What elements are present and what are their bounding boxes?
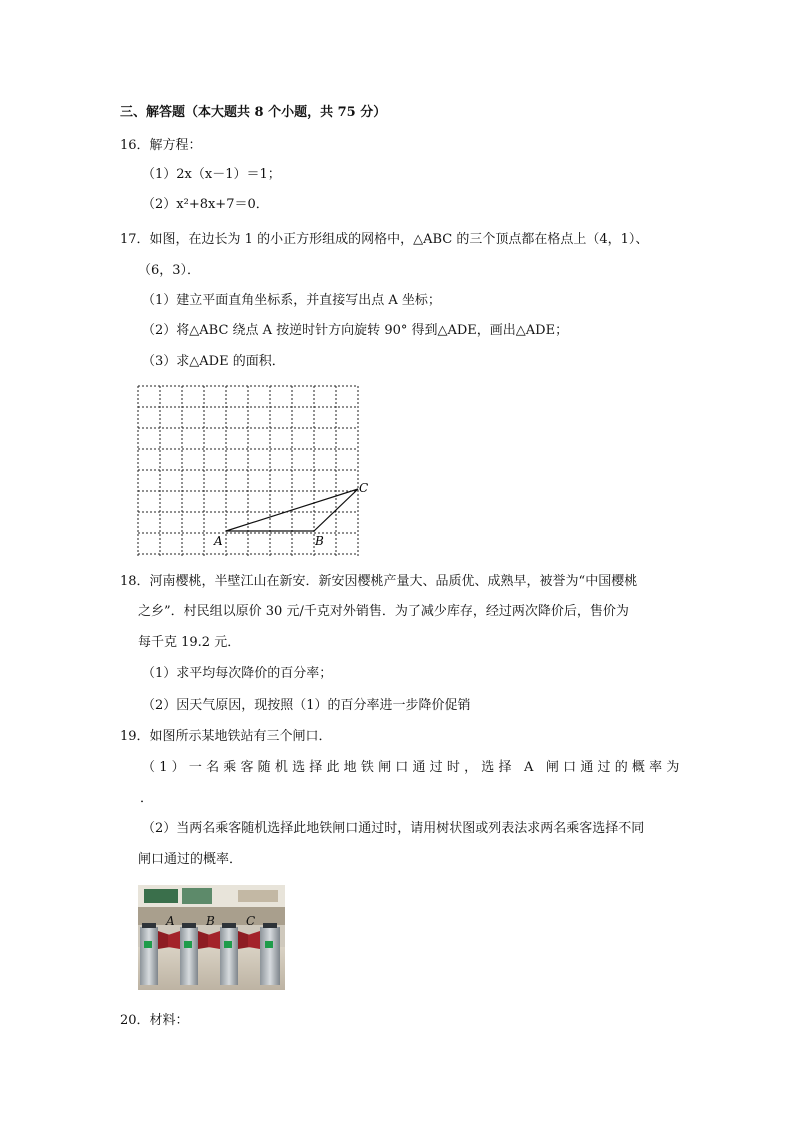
question-17 [120,231,648,249]
q17-grid-figure [135,384,369,556]
q18-part-2: （2）因天气原因，现按照（1）的百分率进一步降价促销 [142,698,471,713]
q16-part-2: （2）x²+8x+7＝0． [142,197,269,212]
question-stem: 材料： [149,1013,189,1028]
question-stem: 如图，在边长为 1 的小正方形组成的网格中，△ABC 的三个顶点都在格点上（4，1）、 [149,232,649,247]
gate-b-label: B [206,914,215,928]
q18-stem-line-2: 之乡”．村民组以原价 30 元/千克对外销售．为了减少库存，经过两次降价后，售价为 [138,604,629,619]
question-number: 20． [120,1013,150,1028]
question-number: 17． [120,232,150,247]
q16-part-1: （1）2x（x－1）＝1； [142,167,281,182]
subway-gate-photo [138,885,285,990]
question-stem: 如图所示某地铁站有三个闸口． [149,729,332,744]
question-number: 16． [120,138,150,153]
section-heading: 三、解答题（本大题共 8 个小题，共 75 分） [120,105,387,120]
question-number: 19． [120,729,150,744]
q19-part-1-blank: ． [140,791,154,806]
vertex-a-label: A [214,534,223,548]
q17-stem-line-2: （6，3）． [138,263,201,278]
q19-part-2-line-2: 闸口通过的概率． [138,852,243,867]
grid-lines [138,386,358,558]
q17-part-2: （2）将△ABC 绕点 A 按逆时针方向旋转 90° 得到△ADE，画出△ADE； [142,323,569,338]
vertex-c-label: C [359,481,369,495]
question-19 [120,728,332,746]
q19-part-2: （2）当两名乘客随机选择此地铁闸口通过时，请用树状图或列表法求两名乘客选择不同 [142,821,645,836]
gate-c-label: C [246,914,256,928]
q17-part-1: （1）建立平面直角坐标系，并直接写出点 A 坐标； [142,293,441,308]
question-18 [120,573,637,591]
question-stem: 河南樱桃，半壁江山在新安．新安因樱桃产量大、品质优、成熟早，被誉为“中国樱桃 [149,574,638,589]
q19-part-1: （1）一名乘客随机选择此地铁闸口通过时，选择 A 闸口通过的概率为 [142,760,684,775]
question-stem: 解方程： [149,138,202,153]
gate-a-label: A [166,914,175,928]
question-number: 18． [120,574,150,589]
question-16 [120,137,202,155]
vertex-b-label: B [315,534,324,548]
question-20 [120,1012,189,1030]
q18-stem-line-3: 每千克 19.2 元． [138,635,241,650]
q18-part-1: （1）求平均每次降价的百分率； [142,666,333,681]
q17-part-3: （3）求△ADE 的面积． [142,354,285,369]
